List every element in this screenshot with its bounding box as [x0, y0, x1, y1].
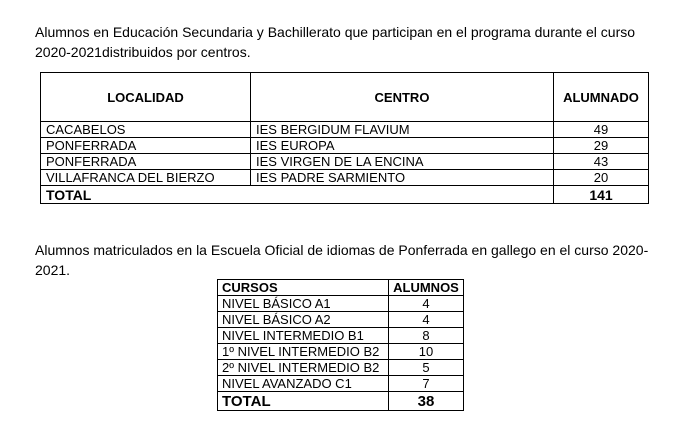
courses-table-header-row: [218, 280, 464, 296]
cell-alumnado: 43: [554, 154, 649, 170]
table-row: [218, 344, 464, 360]
cell-curso: NIVEL BÁSICO A1: [218, 296, 389, 312]
cell-alumnos: 5: [389, 360, 464, 376]
table-row: [218, 360, 464, 376]
cell-alumnado: 49: [554, 122, 649, 138]
cell-centro: IES BERGIDUM FLAVIUM: [251, 122, 554, 138]
intro-paragraph-idiomas: Alumnos matriculados en la Escuela Oficial de idiomas de Ponferrada en gallego en el curso 2020-2021.: [35, 242, 649, 278]
cell-localidad: PONFERRADA: [41, 138, 251, 154]
cell-localidad: CACABELOS: [41, 122, 251, 138]
cell-curso: NIVEL AVANZADO C1: [218, 376, 389, 392]
centers-table-header-row: [41, 73, 649, 122]
cell-curso: NIVEL INTERMEDIO B1: [218, 328, 389, 344]
total-label: TOTAL: [218, 392, 389, 411]
cell-localidad: PONFERRADA: [41, 154, 251, 170]
cell-centro: IES VIRGEN DE LA ENCINA: [251, 154, 554, 170]
table-row: [218, 376, 464, 392]
column-header-centro: CENTRO: [251, 73, 554, 122]
courses-table: [217, 279, 464, 411]
table-row: [41, 122, 649, 138]
cell-centro: IES EUROPA: [251, 138, 554, 154]
courses-table-total-row: [218, 392, 464, 411]
cell-alumnos: 4: [389, 312, 464, 328]
column-header-alumnado: ALUMNADO: [554, 73, 649, 122]
total-value: 141: [554, 186, 649, 204]
table-row: [218, 296, 464, 312]
cell-localidad: VILLAFRANCA DEL BIERZO: [41, 170, 251, 186]
table-row: [41, 170, 649, 186]
cell-curso: 1º NIVEL INTERMEDIO B2: [218, 344, 389, 360]
total-label: TOTAL: [41, 186, 554, 204]
cell-curso: 2º NIVEL INTERMEDIO B2: [218, 360, 389, 376]
intro-paragraph-centros: Alumnos en Educación Secundaria y Bachillerato que participan en el programa durante el curso 2020-2021distribuidos por centros.: [35, 24, 636, 60]
table-row: [218, 312, 464, 328]
centers-table-total-row: [41, 186, 649, 204]
cell-curso: NIVEL BÁSICO A2: [218, 312, 389, 328]
cell-alumnos: 7: [389, 376, 464, 392]
cell-alumnos: 10: [389, 344, 464, 360]
cell-alumnado: 29: [554, 138, 649, 154]
cell-centro: IES PADRE SARMIENTO: [251, 170, 554, 186]
cell-alumnos: 8: [389, 328, 464, 344]
column-header-localidad: LOCALIDAD: [41, 73, 251, 122]
centers-table: [40, 72, 649, 204]
table-row: [41, 138, 649, 154]
total-value: 38: [389, 392, 464, 411]
column-header-alumnos: ALUMNOS: [389, 280, 464, 296]
table-row: [41, 154, 649, 170]
column-header-cursos: CURSOS: [218, 280, 389, 296]
table-row: [218, 328, 464, 344]
cell-alumnado: 20: [554, 170, 649, 186]
cell-alumnos: 4: [389, 296, 464, 312]
